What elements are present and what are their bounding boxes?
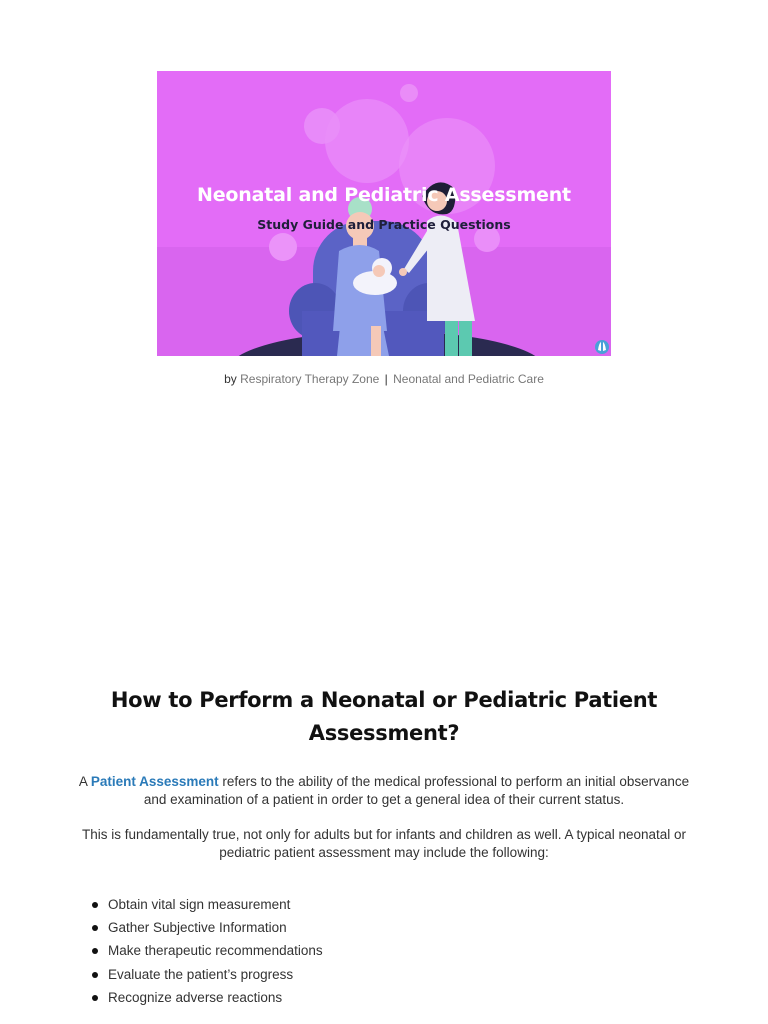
- bullet-icon: [92, 972, 98, 978]
- bullet-icon: [92, 902, 98, 908]
- list-item-text: Make therapeutic recommendations: [108, 943, 323, 959]
- list-item-text: Obtain vital sign measurement: [108, 897, 291, 912]
- hero-title: Neonatal and Pediatric Assessment: [197, 184, 571, 206]
- lungs-logo-icon: [595, 340, 609, 354]
- patient-assessment-link[interactable]: Patient Assessment: [90, 774, 219, 789]
- second-paragraph: This is fundamentally true, not only for adults but for infants and children as well. A typical neonatal or pediatric patient assessment may include the following:: [81, 827, 687, 860]
- para1-prefix: A: [78, 774, 91, 789]
- list-item-text: Recognize adverse reactions: [108, 989, 283, 1005]
- list-item-text: Gather Subjective Information: [108, 920, 287, 936]
- intro-paragraph: [70, 773, 698, 809]
- bullet-icon: [92, 925, 98, 931]
- list-item: [90, 989, 323, 1012]
- list-item: [90, 919, 323, 942]
- byline: [0, 372, 768, 386]
- author-link[interactable]: Respiratory Therapy Zone: [240, 372, 380, 386]
- bullet-icon: [92, 948, 98, 954]
- hero-subtitle: Study Guide and Practice Questions: [257, 217, 511, 232]
- list-item: [90, 966, 323, 989]
- byline-separator: |: [384, 372, 388, 386]
- hero-illustration: [157, 71, 611, 356]
- category-link[interactable]: Neonatal and Pediatric Care: [393, 372, 544, 386]
- assessment-list: [90, 896, 323, 1012]
- list-item: [90, 896, 323, 919]
- bullet-icon: [92, 995, 98, 1001]
- hero-image: [157, 71, 611, 356]
- article-heading: How to Perform a Neonatal or Pediatric Patient Assessment?: [110, 688, 658, 745]
- para1-text: refers to the ability of the medical professional to perform an initial observance and examination of a patient in order to get a general idea of their current status.: [143, 774, 690, 807]
- list-item: [90, 942, 323, 965]
- byline-by: by: [224, 372, 237, 386]
- list-item-text: Evaluate the patient’s progress: [108, 966, 294, 982]
